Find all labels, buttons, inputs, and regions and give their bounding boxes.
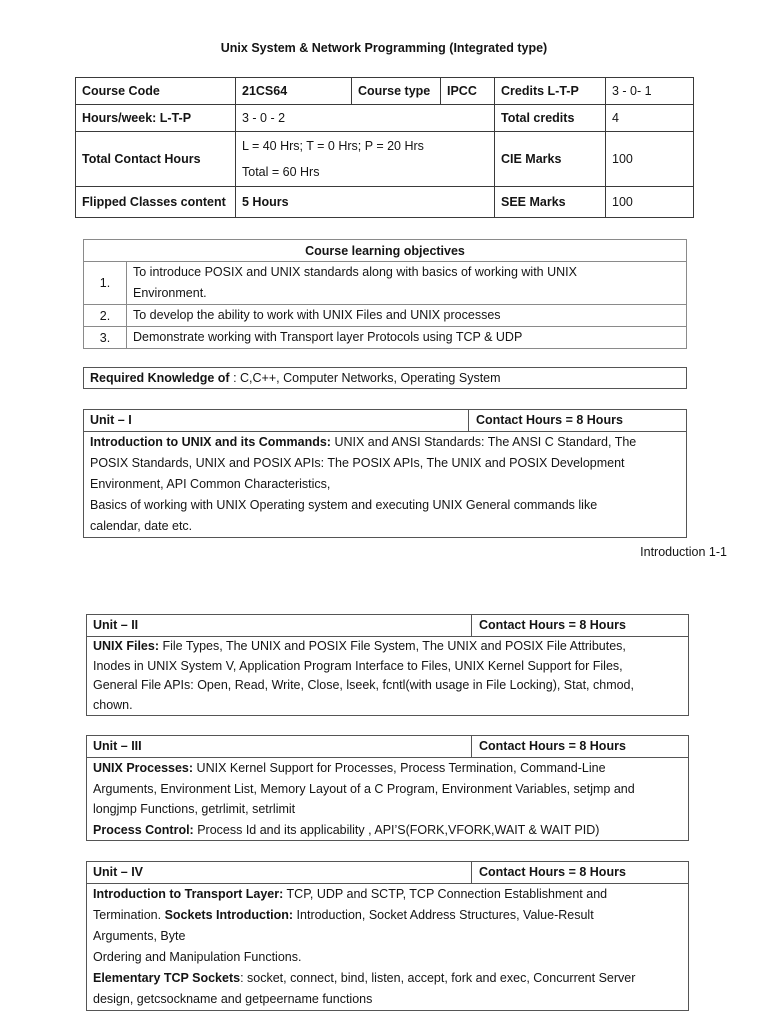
total-contact-hours-value <box>236 132 495 187</box>
text-line: To introduce POSIX and UNIX standards along with basics of working with UNIX <box>133 265 577 279</box>
contact-hours-total: Total = 60 Hrs <box>242 165 320 179</box>
text-line <box>93 884 682 905</box>
topic-text: POSIX Standards, UNIX and POSIX APIs: The POSIX APIs, The UNIX and POSIX Development <box>90 456 625 470</box>
total-contact-hours-label: Total Contact Hours <box>76 132 236 187</box>
unit-title: Unit – II <box>87 615 472 636</box>
objectives-table <box>83 239 687 349</box>
unit-header <box>87 736 688 758</box>
text-line <box>90 453 680 474</box>
course-type-label: Course type <box>352 78 441 105</box>
table-row <box>76 105 694 132</box>
objective-row <box>84 327 687 349</box>
topic-heading: UNIX Processes: <box>93 761 194 775</box>
text-line <box>93 676 682 696</box>
unit-description <box>87 884 688 1010</box>
topic-text: UNIX Kernel Support for Processes, Process Termination, Command-Line <box>196 761 606 775</box>
topic-text: Ordering and Manipulation Functions. <box>93 950 302 964</box>
topic-heading: Process Control: <box>93 822 194 837</box>
see-marks-label: SEE Marks <box>495 187 606 218</box>
topic-heading: Introduction to Transport Layer: <box>93 887 284 901</box>
table-row <box>76 132 694 187</box>
topic-text: File Types, The UNIX and POSIX File System, The UNIX and POSIX File Attributes, <box>162 639 626 653</box>
required-knowledge-box <box>83 367 687 389</box>
objective-number: 3. <box>84 327 127 349</box>
total-credits-label: Total credits <box>495 105 606 132</box>
objective-text <box>127 305 687 327</box>
topic-text: design, getcsockname and getpeername functions <box>93 992 373 1006</box>
cie-marks-value: 100 <box>606 132 694 187</box>
topic-text: Inodes in UNIX System V, Application Program Interface to Files, UNIX Kernel Support for Files, <box>93 658 623 673</box>
unit-title: Unit – IV <box>87 862 472 883</box>
credits-ltp-label: Credits L-T-P <box>495 78 606 105</box>
text-line <box>93 779 682 800</box>
text-line: Demonstrate working with Transport layer Protocols using TCP & UDP <box>133 330 523 344</box>
unit-title: Unit – III <box>87 736 472 757</box>
topic-text: calendar, date etc. <box>90 519 193 533</box>
objective-text <box>127 262 687 305</box>
course-code-label: Course Code <box>76 78 236 105</box>
unit-contact-hours: Contact Hours = 8 Hours <box>479 865 626 879</box>
topic-text: TCP, UDP and SCTP, TCP Connection Establishment and <box>286 887 608 901</box>
flipped-classes-label: Flipped Classes content <box>76 187 236 218</box>
text-line: Environment. <box>133 286 207 300</box>
topic-text: longjmp Functions, getrlimit, setrlimit <box>93 802 296 816</box>
table-row <box>76 187 694 218</box>
text-line <box>90 474 680 495</box>
topic-text: Environment, API Common Characteristics, <box>90 477 331 491</box>
topic-heading: UNIX Files: <box>93 639 159 653</box>
text-line <box>93 989 682 1010</box>
text-line <box>93 926 682 947</box>
course-code-value: 21CS64 <box>236 78 352 105</box>
text-line <box>90 495 680 516</box>
unit-header <box>84 410 686 432</box>
hours-week-label: Hours/week: L-T-P <box>76 105 236 132</box>
topic-text: Introduction, Socket Address Structures, Value-Result <box>296 908 594 922</box>
see-marks-value: 100 <box>606 187 694 218</box>
text-line <box>93 905 682 926</box>
objective-number: 1. <box>84 262 127 305</box>
unit-3-box <box>86 735 689 841</box>
objective-row <box>84 305 687 327</box>
unit-contact-hours: Contact Hours = 8 Hours <box>479 618 626 632</box>
text-line: To develop the ability to work with UNIX Files and UNIX processes <box>133 308 501 322</box>
unit-4-box <box>86 861 689 1011</box>
topic-heading: Sockets Introduction: <box>164 908 294 922</box>
unit-description <box>87 758 688 840</box>
total-credits-value: 4 <box>606 105 694 132</box>
objectives-heading: Course learning objectives <box>84 240 687 262</box>
text-line <box>93 696 682 716</box>
text-line <box>93 799 682 820</box>
table-row <box>84 240 687 262</box>
table-row <box>76 78 694 105</box>
unit-description <box>87 637 688 715</box>
text-line <box>93 637 682 657</box>
objective-row <box>84 262 687 305</box>
unit-contact-hours: Contact Hours = 8 Hours <box>476 413 623 427</box>
contact-hours-breakdown: L = 40 Hrs; T = 0 Hrs; P = 20 Hrs <box>242 139 424 153</box>
unit-header <box>87 862 688 884</box>
topic-text: Process Id and its applicability , API’S(FORK,VFORK,WAIT & WAIT PID) <box>197 822 600 837</box>
topic-heading: Introduction to UNIX and its Commands: <box>90 435 331 449</box>
unit-contact-hours: Contact Hours = 8 Hours <box>479 739 626 753</box>
text-line <box>90 516 680 537</box>
required-knowledge-label: Required Knowledge of <box>90 371 230 385</box>
topic-text: chown. <box>93 697 133 712</box>
unit-title: Unit – I <box>84 410 469 431</box>
credits-ltp-value: 3 - 0- 1 <box>606 78 694 105</box>
text-line <box>90 432 680 453</box>
objective-number: 2. <box>84 305 127 327</box>
flipped-classes-value: 5 Hours <box>236 187 495 218</box>
text-line <box>93 947 682 968</box>
text-line <box>93 820 682 841</box>
cie-marks-label: CIE Marks <box>495 132 606 187</box>
text-line <box>93 758 682 779</box>
unit-2-box <box>86 614 689 716</box>
unit-header <box>87 615 688 637</box>
topic-text: Arguments, Environment List, Memory Layout of a C Program, Environment Variables, setjmp and <box>93 781 635 796</box>
unit-1-box <box>83 409 687 538</box>
topic-text: UNIX and ANSI Standards: The ANSI C Standard, The <box>334 435 637 449</box>
text-line <box>93 968 682 989</box>
document-title: Unix System & Network Programming (Integrated type) <box>220 41 548 55</box>
topic-text: General File APIs: Open, Read, Write, Close, lseek, fcntl(with usage in File Locking), Stat, chmod, <box>93 678 634 692</box>
course-info-table <box>75 77 694 218</box>
course-type-value: IPCC <box>441 78 495 105</box>
topic-text: : socket, connect, bind, listen, accept, fork and exec, Concurrent Server <box>240 971 636 985</box>
topic-text: Termination. <box>93 908 162 922</box>
required-knowledge-value: : C,C++, Computer Networks, Operating System <box>233 371 501 385</box>
topic-text: Basics of working with UNIX Operating system and executing UNIX General commands like <box>90 498 598 512</box>
unit-description <box>84 432 686 537</box>
text-line <box>93 657 682 677</box>
page-footer: Introduction 1-1 <box>640 545 727 559</box>
topic-text: Arguments, Byte <box>93 929 186 943</box>
topic-heading: Elementary TCP Sockets <box>93 971 241 985</box>
objective-text <box>127 327 687 349</box>
hours-week-value: 3 - 0 - 2 <box>236 105 495 132</box>
